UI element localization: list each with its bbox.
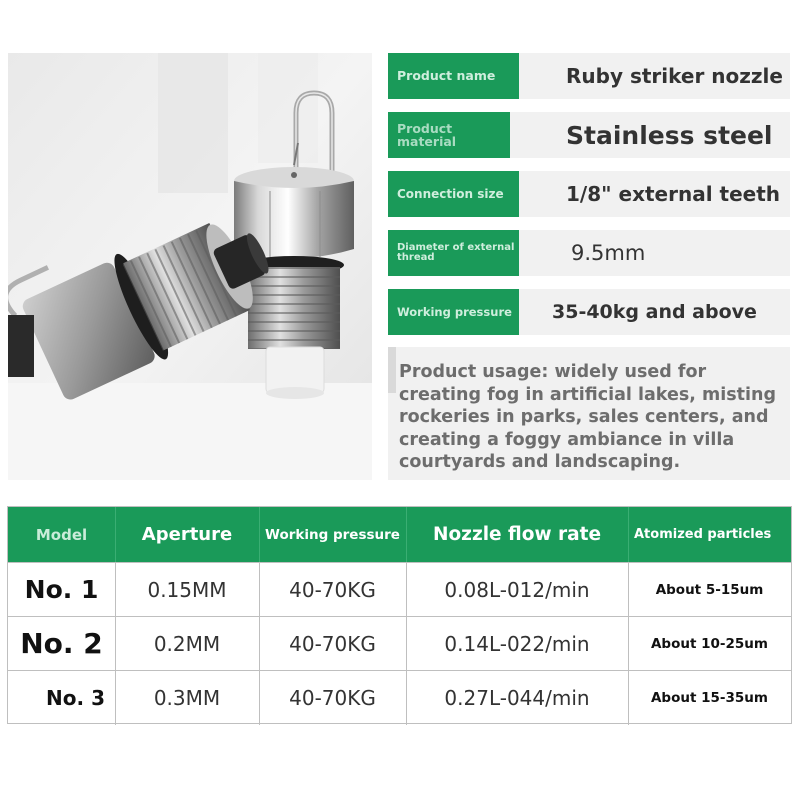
- nozzle-illustration: [8, 53, 372, 480]
- aperture-cell: 0.2MM: [153, 631, 221, 656]
- column-header-flow-rate: Nozzle flow rate: [432, 524, 601, 545]
- model-cell: No. 1: [24, 575, 99, 604]
- model-cell: No. 2: [20, 627, 103, 660]
- flow-rate-cell: 0.08L-012/min: [444, 577, 590, 602]
- table-row: [8, 562, 791, 616]
- flow-rate-cell: 0.14L-022/min: [444, 631, 590, 656]
- aperture-cell: 0.15MM: [147, 577, 227, 602]
- usage-panel-tab: [388, 347, 396, 393]
- spec-label: Diameter of external thread: [388, 230, 519, 276]
- column-header-atomized-particles: Atomized particles: [634, 527, 772, 542]
- particles-cell: About 15-35um: [650, 689, 768, 706]
- pressure-cell: 40-70KG: [289, 577, 376, 602]
- spec-row-working-pressure: [388, 289, 790, 335]
- particles-cell: About 5-15um: [655, 581, 764, 598]
- spec-row-connection-size: [388, 171, 790, 217]
- column-header-model: Model: [35, 525, 88, 544]
- pressure-cell: 40-70KG: [289, 685, 376, 710]
- spec-value: 1/8" external teeth: [566, 182, 781, 206]
- pressure-cell: 40-70KG: [289, 631, 376, 656]
- column-header-aperture: Aperture: [141, 524, 233, 545]
- particles-cell: About 10-25um: [650, 635, 768, 652]
- spec-label: Working pressure: [388, 289, 519, 335]
- spec-value: Ruby striker nozzle: [566, 64, 783, 88]
- spec-value: 9.5mm: [571, 241, 646, 265]
- spec-label: Connection size: [388, 171, 519, 217]
- table-row: [8, 616, 791, 670]
- spec-value: Stainless steel: [566, 120, 773, 150]
- spec-label: Product material: [388, 112, 510, 158]
- product-usage-panel: [388, 347, 790, 480]
- aperture-cell: 0.3MM: [153, 685, 221, 710]
- spec-row-product-material: [388, 112, 790, 158]
- spec-value: 35-40kg and above: [552, 301, 757, 323]
- table-row: [8, 670, 791, 724]
- table-header: [8, 507, 791, 562]
- product-photo: [8, 53, 372, 480]
- model-spec-table: [7, 506, 792, 724]
- spec-label: Product name: [388, 53, 519, 99]
- model-cell: No. 3: [46, 685, 105, 710]
- column-header-working-pressure: Working pressure: [265, 526, 400, 543]
- spec-row-product-name: [388, 53, 790, 99]
- product-usage-text: Product usage: widely used for creating fog in artificial lakes, misting rockeries in parks, sales centers, and creating a foggy ambiance in villa courtyards and landscaping.: [399, 362, 776, 472]
- flow-rate-cell: 0.27L-044/min: [444, 685, 590, 710]
- spec-row-thread-diameter: [388, 230, 790, 276]
